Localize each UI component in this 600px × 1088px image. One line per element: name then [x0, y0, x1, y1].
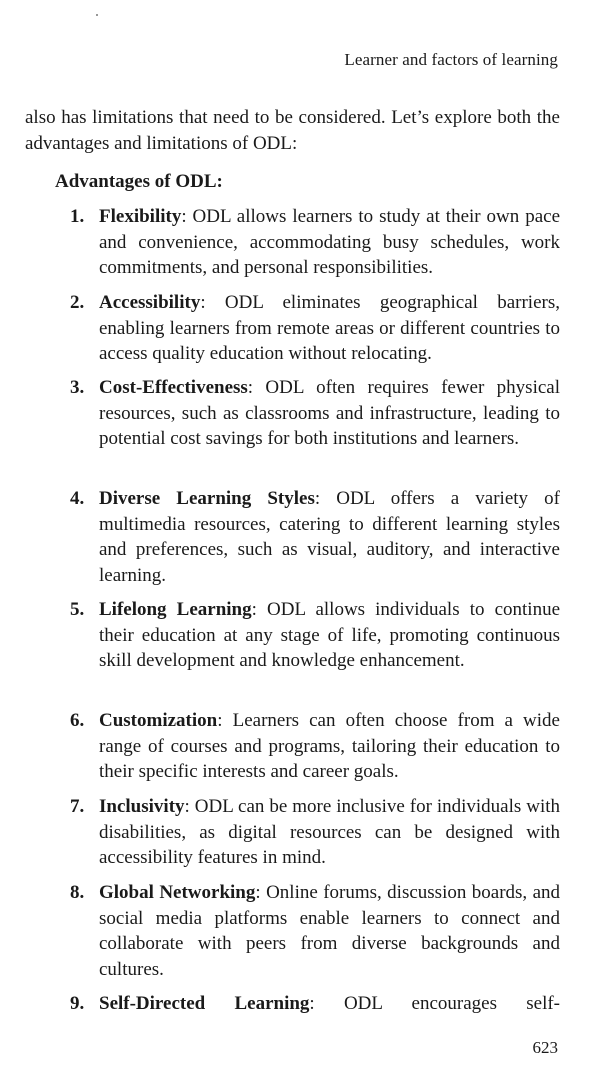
- item-term: Self-Directed Learning: [99, 993, 310, 1014]
- list-item: [70, 991, 560, 1017]
- page-number: 623: [532, 1038, 558, 1057]
- item-number: 7.: [70, 796, 85, 817]
- item-number: 9.: [70, 993, 85, 1014]
- item-term: Inclusivity: [99, 796, 185, 817]
- item-text: : ODL allows individuals to continue their education at any stage of life, promoting continuous skill development and knowledge enhancement.: [99, 599, 561, 671]
- item-text: : Learners can often choose from a wide range of courses and programs, tailoring their education to their specific interests and career goals.: [99, 710, 560, 782]
- list-item: [70, 204, 560, 281]
- item-text: : ODL offers a variety of multimedia resources, catering to different learning styles and preferences, such as visual, auditory, and interactive learning.: [99, 488, 560, 586]
- item-number: 6.: [70, 710, 85, 731]
- item-number: 8.: [70, 882, 85, 903]
- item-term: Lifelong Learning: [99, 599, 252, 620]
- intro-paragraph: also has limitations that need to be considered. Let’s explore both the advantages and limitations of ODL:: [25, 107, 560, 154]
- item-term: Global Networking: [99, 882, 256, 903]
- list-item: [70, 290, 560, 367]
- item-term: Cost-Effectiveness: [99, 377, 248, 398]
- list-item: [70, 375, 560, 452]
- list-item: [70, 486, 560, 588]
- item-term: Accessibility: [99, 292, 201, 313]
- item-number: 3.: [70, 377, 85, 398]
- scan-speck: [96, 14, 98, 16]
- item-term: Flexibility: [99, 206, 182, 227]
- item-text: : ODL can be more inclusive for individuals with disabilities, as digital resources can be designed with accessibility features in mind.: [99, 796, 560, 868]
- item-text: : ODL allows learners to study at their own pace and convenience, accommodating busy schedules, work commitments, and personal responsibilities.: [99, 206, 560, 278]
- item-term: Customization: [99, 710, 218, 731]
- item-text: : ODL eliminates geographical barriers, enabling learners from remote areas or different countries to access quality education without relocating.: [99, 292, 560, 364]
- item-number: 4.: [70, 488, 85, 509]
- item-text: : Online forums, discussion boards, and social media platforms enable learners to connect and collaborate with peers from diverse backgrounds and cultures.: [99, 882, 561, 980]
- item-text: : ODL encourages self-: [309, 993, 560, 1014]
- section-heading: Advantages of ODL:: [55, 171, 223, 192]
- list-item: [70, 597, 561, 674]
- item-number: 1.: [70, 206, 85, 227]
- item-number: 2.: [70, 292, 85, 313]
- item-text: : ODL often requires fewer physical resources, such as classrooms and infrastructure, leading to potential cost savings for both institutions and learners.: [99, 377, 560, 449]
- item-term: Diverse Learning Styles: [99, 488, 315, 509]
- item-number: 5.: [70, 599, 85, 620]
- running-header: Learner and factors of learning: [344, 50, 558, 69]
- list-item: [70, 880, 561, 982]
- list-item: [70, 794, 560, 871]
- list-item: [70, 708, 560, 785]
